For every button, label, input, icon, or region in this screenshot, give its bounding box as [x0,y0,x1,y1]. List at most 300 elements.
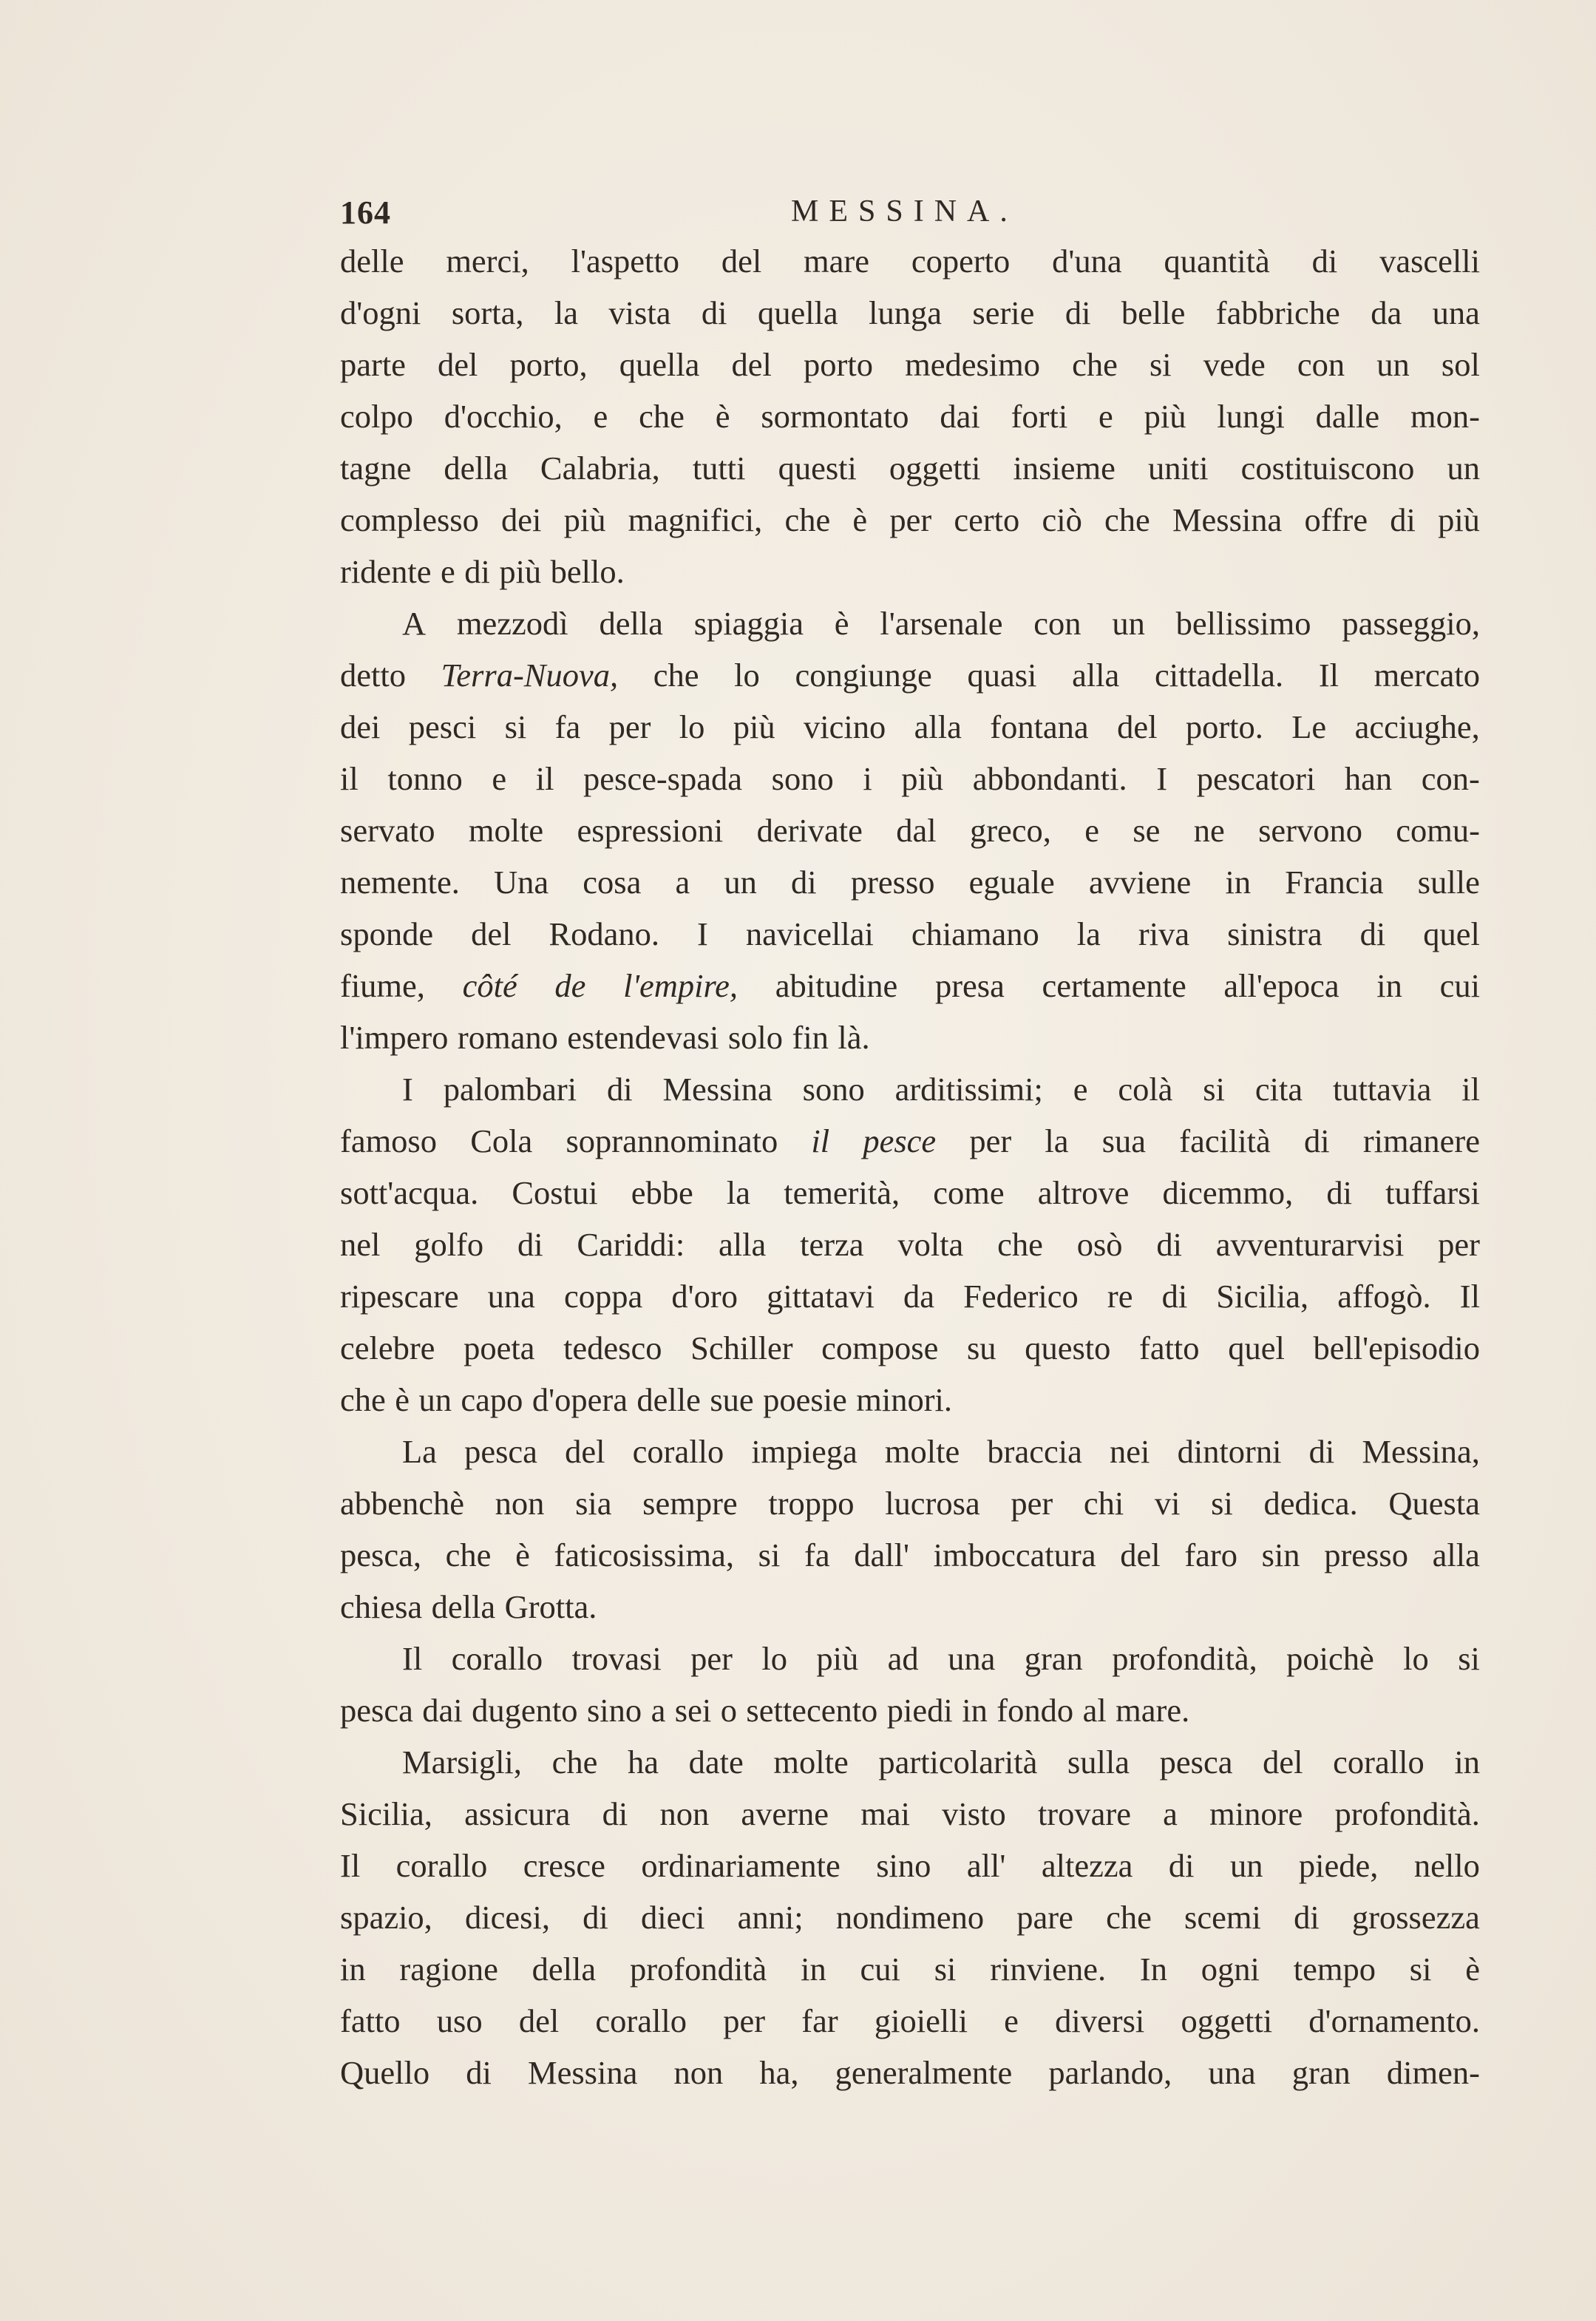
word: detto [340,657,406,694]
word: piede, [1298,1847,1379,1884]
word: una [1432,294,1480,331]
word: e [1098,398,1113,435]
word: corallo [451,1640,543,1677]
text-line [340,908,1480,960]
text-line [340,649,1480,701]
word: fiume, [340,967,425,1004]
word: settecento [746,1692,878,1729]
word: per [723,2002,766,2039]
word: altrove [1037,1174,1130,1211]
word: Sicilia, [1216,1278,1309,1315]
word: di [1308,1433,1335,1470]
word: di [1311,243,1338,279]
word: che [551,1744,598,1780]
word: parte [340,346,406,383]
word: molte [773,1744,849,1780]
word: profondità, [1112,1640,1257,1677]
word: Federico [963,1278,1079,1315]
word: romano [457,1019,558,1056]
word: lo [1403,1640,1429,1677]
word: del [518,2002,560,2039]
word: sponde [340,915,434,952]
word: di [791,864,817,901]
word: del [471,915,512,952]
text-line [340,339,1480,390]
word: greco, [969,812,1051,849]
word: all'epoca [1223,967,1339,1004]
word: gioielli [874,2002,968,2039]
word: pesca [464,1433,537,1470]
text-line [340,494,1480,546]
word: è [395,1381,410,1418]
word: cresce [523,1847,605,1884]
word: sempre [642,1485,738,1522]
word: facilità [1179,1122,1271,1159]
word: porto [804,346,873,383]
word: del [731,346,772,383]
word: fa [554,708,581,745]
word: nemente. [340,864,460,901]
word: sono [771,760,834,797]
word: la [1076,915,1101,952]
word: e [1084,812,1099,849]
word: di [1294,1899,1320,1936]
word: che [1106,1899,1152,1936]
word: più [733,708,775,745]
word: eguale [968,864,1055,901]
word: quel [1423,915,1480,952]
word: la [554,294,578,331]
word: certamente [1042,967,1186,1004]
word: in [962,1692,988,1729]
word: imboccatura [933,1536,1096,1573]
word: quella [757,294,838,331]
word: la [1045,1122,1069,1159]
word: corallo [595,2002,687,2039]
word: derivate [756,812,863,849]
word: si [1409,1951,1432,1988]
word: scemi [1184,1899,1261,1936]
text-line [340,1788,1480,1840]
running-title: MESSINA. [791,194,1018,228]
word: ragione [399,1951,498,1988]
word: famoso [340,1122,438,1159]
word: d'una [1052,243,1122,279]
word: Cariddi: [577,1226,685,1263]
word: corallo [1333,1744,1424,1780]
word: vicino [804,708,886,745]
word: quasi [967,657,1037,694]
word: lo [679,708,705,745]
word: porto, [509,346,588,383]
word: cittadella. [1154,657,1284,694]
word: mai [860,1795,910,1832]
word: bello. [550,553,625,590]
word: Messina [1172,501,1283,538]
word: ordinariamente [641,1847,841,1884]
word: si [1203,1071,1225,1108]
word: gran [1291,2054,1351,2091]
word: trovasi [571,1640,662,1677]
text-line [340,1477,1480,1529]
word: sinistra [1227,915,1322,952]
text-line [340,1581,1480,1633]
word: di [1161,1278,1188,1315]
word: sorta, [451,294,524,331]
word: rimanere [1362,1122,1480,1159]
word: Costui [512,1174,598,1211]
word: mon- [1410,398,1480,435]
word: abbenchè [340,1485,465,1522]
word: generalmente [835,2054,1013,2091]
word: han [1344,760,1393,797]
word: sormontato [761,398,909,435]
word: serie [972,294,1035,331]
word: Calabria, [540,450,660,487]
text-line [340,1426,1480,1477]
word: trovare [1037,1795,1131,1832]
word: o [720,1692,737,1729]
word: d'oro [671,1278,738,1315]
word: una [948,1640,996,1677]
word: Messina [528,2054,638,2091]
word: della [599,605,663,642]
word: lo [761,1640,787,1677]
word: a [675,864,690,901]
word: dicemmo, [1162,1174,1294,1211]
text-line [340,701,1480,753]
word: si [1149,346,1172,383]
word: se [1133,812,1161,849]
word: per [1011,1485,1053,1522]
word: fa [804,1536,830,1573]
word: Francia [1285,864,1384,901]
word: delle [636,1381,701,1418]
word: di [466,2054,492,2091]
word: in [1454,1744,1480,1780]
word: piedi [886,1692,953,1729]
word: di [1326,1174,1353,1211]
word: una [1208,2054,1256,2091]
word: far [801,2002,838,2039]
word: e [492,760,507,797]
word: che [1104,501,1150,538]
text-line [340,235,1480,287]
word: rinviene. [990,1951,1107,1988]
word: d'occhio, [444,398,563,435]
word: della [444,450,508,487]
text-line [340,287,1480,339]
word: si [1211,1485,1233,1522]
word: lunga [869,294,942,331]
word: d'ogni [340,294,421,331]
word: chiesa [340,1588,423,1625]
word: per [690,1640,733,1677]
word: braccia [987,1433,1082,1470]
text-line [340,804,1480,856]
word: servono [1258,812,1362,849]
word: A [402,605,427,642]
word: del [1263,1744,1303,1780]
word: l'empire, [623,967,738,1004]
word: ad [887,1640,919,1677]
word: belle [1121,294,1186,331]
word: a [1163,1795,1178,1832]
word: complesso [340,501,479,538]
word: nello [1413,1847,1480,1884]
word: Una [494,864,549,901]
text-line [340,1063,1480,1115]
word: si [1458,1640,1480,1677]
word: fabbriche [1215,294,1340,331]
word: forti [1011,398,1068,435]
word: impiega [751,1433,858,1470]
word: compose [821,1329,939,1366]
word: certo [954,501,1020,538]
word: non [659,1795,710,1832]
word: dai [422,1692,463,1729]
word: presa [934,967,1005,1004]
word: un [418,1381,452,1418]
word: Grotta. [504,1588,597,1625]
word: alla [1432,1536,1480,1573]
word: celebre [340,1329,435,1366]
word: più [563,501,606,538]
word: coperto [911,243,1011,279]
word: ridente [340,553,432,590]
word: assicura [464,1795,571,1832]
word: sono [802,1071,865,1108]
word: vede [1203,346,1266,383]
word: cui [1439,967,1480,1004]
word: pesce [863,1122,937,1159]
word: del [1120,1536,1161,1573]
word: particolarità [878,1744,1038,1780]
word: I [402,1071,413,1108]
word: grossezza [1351,1899,1480,1936]
word: questi [778,450,857,487]
word: vascelli [1379,243,1480,279]
word: che [1072,346,1118,383]
word: cui [860,1951,900,1988]
word: con- [1421,760,1480,797]
word: dicesi, [465,1899,550,1936]
word: pesca [1159,1744,1233,1780]
word: colpo [340,398,413,435]
word: arditissimi; [894,1071,1043,1108]
word: l'arsenale [880,605,1003,642]
word: il [811,1122,830,1159]
word: si [758,1536,781,1573]
word: côté [462,967,517,1004]
word: dedica. [1263,1485,1358,1522]
word: tuttavia [1332,1071,1432,1108]
text-line [340,1891,1480,1943]
word: comu- [1396,812,1480,849]
text-line [340,1012,1480,1063]
word: terza [800,1226,864,1263]
word: e [1073,1071,1088,1108]
word: poesie [763,1381,847,1418]
word: ha [627,1744,659,1780]
word: fin [792,1019,829,1056]
word: di [1168,1847,1195,1884]
word: chiamano [911,915,1039,952]
word: di [701,294,727,331]
word: altezza [1041,1847,1133,1884]
word: sott'acqua. [340,1174,479,1211]
word: osò [1076,1226,1123,1263]
word: che [639,398,685,435]
word: nondimeno [835,1899,985,1936]
word: molte [884,1433,960,1470]
word: ne [1193,812,1225,849]
text-line [340,960,1480,1012]
word: sulle [1417,864,1480,901]
word: in [1225,864,1252,901]
word: una [487,1278,535,1315]
word: di [602,1795,628,1832]
word: dalle [1315,398,1380,435]
word: che [653,657,699,694]
word: della [532,1951,597,1988]
word: poichè [1286,1640,1374,1677]
word: di [517,1226,543,1263]
word: avviene [1088,864,1192,901]
word: su [966,1329,996,1366]
word: il [1461,1071,1480,1108]
word: sulla [1067,1744,1130,1780]
word: fondo [996,1692,1074,1729]
word: del [721,243,762,279]
word: d'ornamento. [1308,2002,1480,2039]
word: per [889,501,932,538]
word: l'aspetto [571,243,680,279]
word: in [340,1951,366,1988]
word: da [1371,294,1402,331]
word: solo [727,1019,784,1056]
word: un [1447,450,1480,487]
text-line [340,442,1480,494]
text-line [340,1374,1480,1426]
word: è [852,501,868,538]
word: più [816,1640,859,1677]
word: ogni [1201,1951,1260,1988]
word: costituiscono [1240,450,1415,487]
word: fatto [340,2002,401,2039]
word: del [1117,708,1158,745]
word: alla [1072,657,1120,694]
word: cosa [583,864,642,901]
word: Schiller [690,1329,793,1366]
word: è [834,605,849,642]
word: pesca [340,1692,413,1729]
word: gittatavi [767,1278,875,1315]
word: ripescare [340,1278,459,1315]
word: capo [461,1381,523,1418]
running-head [340,194,1480,238]
word: e [593,398,608,435]
word: corallo [632,1433,724,1470]
word: servato [340,812,435,849]
word: un [1376,346,1410,383]
text-line [340,597,1480,649]
word: per [1438,1226,1480,1263]
text-line [340,856,1480,908]
word: pare [1016,1899,1073,1936]
word: ebbe [631,1174,693,1211]
word: da [903,1278,935,1315]
word: anni; [737,1899,804,1936]
word: là. [838,1019,870,1056]
word: faticosissima, [554,1536,734,1573]
word: pesci [408,708,477,745]
word: per [608,708,651,745]
word: sino [876,1847,931,1884]
word: gran [1024,1640,1083,1677]
word: tuffarsi [1385,1174,1480,1211]
word: minori. [856,1381,953,1418]
word: nei [1110,1433,1150,1470]
word: tonno [387,760,463,797]
word: lucrosa [885,1485,980,1522]
word: navicellai [745,915,874,952]
word: I [697,915,708,952]
word: uniti [1147,450,1209,487]
word: Rodano. [549,915,660,952]
word: la [726,1174,751,1211]
word: pescatori [1196,760,1316,797]
word: La [402,1433,437,1470]
word: spazio, [340,1899,432,1936]
word: vista [608,294,671,331]
word: più [1144,398,1186,435]
word: Cola [470,1122,533,1159]
word: acciughe, [1354,708,1480,745]
text-line [340,546,1480,597]
word: affogò. [1337,1278,1431,1315]
word: questo [1025,1329,1111,1366]
word: alla [719,1226,767,1263]
word: de [554,967,586,1004]
word: profondità. [1334,1795,1480,1832]
page-number: 164 [340,194,391,231]
word: espressioni [577,812,724,849]
word: diversi [1055,2002,1145,2039]
word: molte [468,812,544,849]
word: Questa [1388,1485,1480,1522]
word: che [340,1381,386,1418]
word: che [997,1226,1043,1263]
word: vi [1154,1485,1181,1522]
word: faro [1184,1536,1237,1573]
word: Quello [340,2054,430,2091]
word: Marsigli, [402,1744,522,1780]
word: a [651,1692,666,1729]
word: ciò [1042,501,1082,538]
word: più [901,760,944,797]
word: golfo [414,1226,484,1263]
word: l'impero [340,1019,449,1056]
text-line [340,1633,1480,1684]
word: sino [586,1692,642,1729]
word: fatto [1139,1329,1200,1366]
word: pesca, [340,1536,421,1573]
word: Terra-Nuova, [441,657,619,694]
word: di [583,1899,608,1936]
word: oggetti [889,450,981,487]
word: per [969,1122,1012,1159]
